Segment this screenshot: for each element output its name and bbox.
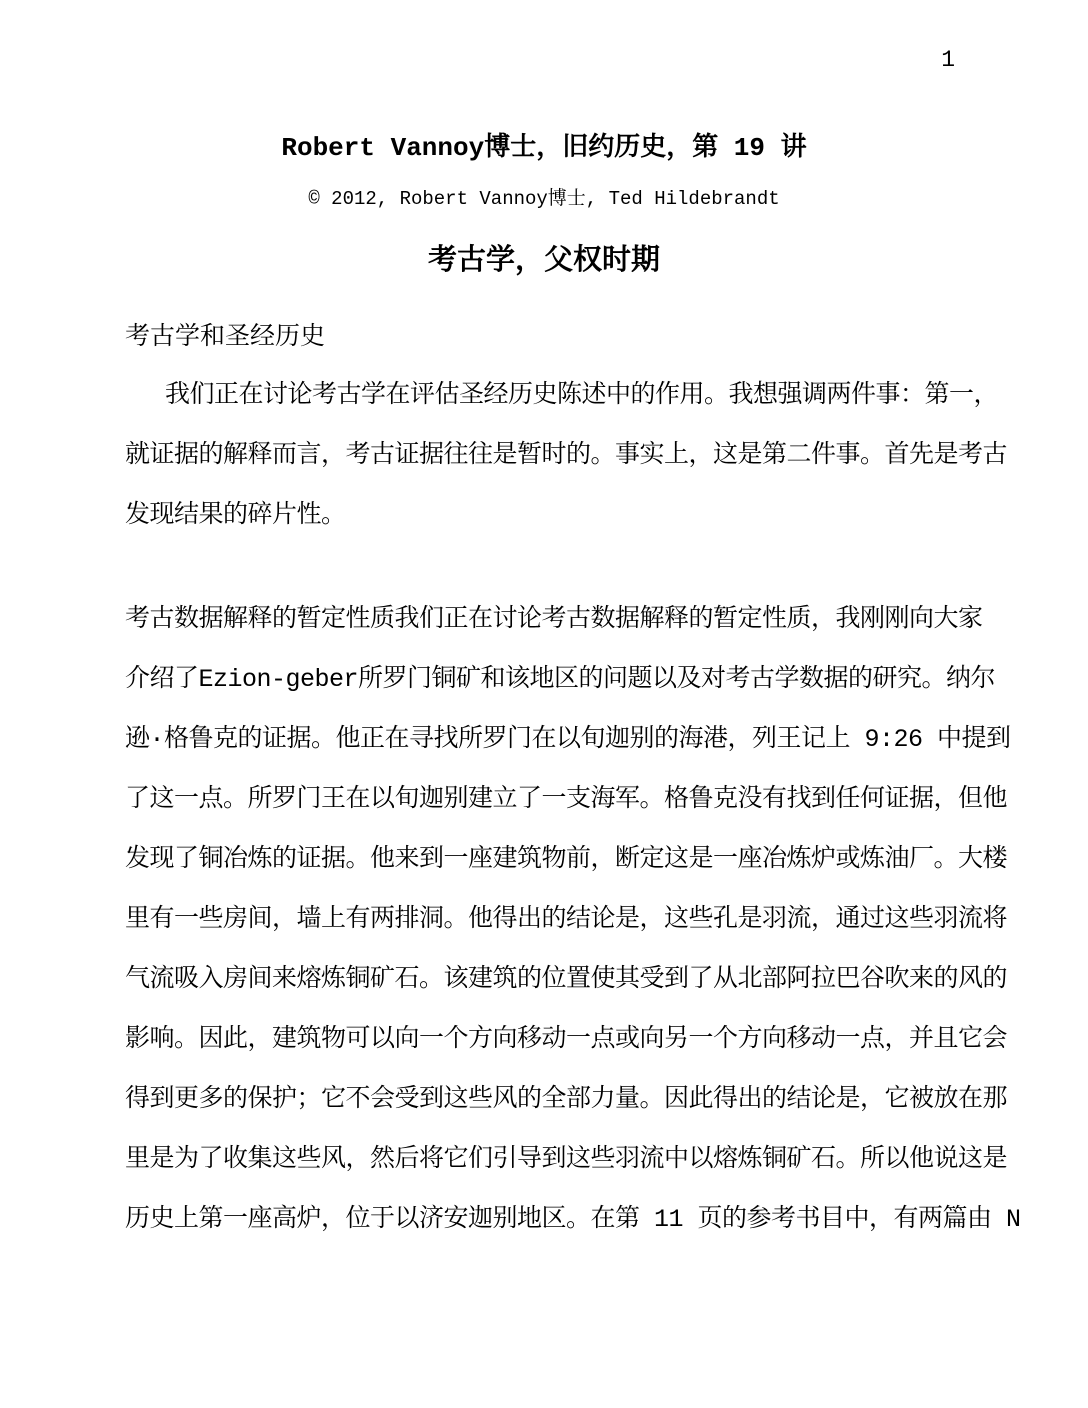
page-number: 1: [941, 47, 955, 73]
document-title: Robert Vannoy博士，旧约历史，第 19 讲: [281, 133, 807, 163]
text-line: 里是为了收集这些风，然后将它们引导到这些羽流中以熔炼铜矿石。所以他说这是: [125, 1145, 1008, 1174]
text-line: 发现了铜冶炼的证据。他来到一座建筑物前，断定这是一座冶炼炉或炼油厂。大楼: [125, 845, 1008, 874]
text-line: 就证据的解释而言，考古证据往往是暂时的。事实上，这是第二件事。首先是考古: [125, 441, 1008, 470]
text-line: 考古数据解释的暂定性质我们正在讨论考古数据解释的暂定性质，我刚刚向大家: [125, 605, 983, 634]
text-line: 逊·格鲁克的证据。他正在寻找所罗门在以旬迦别的海港，列王记上 9:26 中提到: [125, 725, 1011, 754]
text-line: 影响。因此，建筑物可以向一个方向移动一点或向另一个方向移动一点，并且它会: [125, 1025, 1008, 1054]
paragraph-2: [125, 590, 1021, 1250]
text-line: 我们正在讨论考古学在评估圣经历史陈述中的作用。我想强调两件事：第一，: [165, 381, 999, 410]
text-line: 里有一些房间，墙上有两排洞。他得出的结论是，这些孔是羽流，通过这些羽流将: [125, 905, 1008, 934]
text-line: 介绍了Ezion-geber所罗门铜矿和该地区的问题以及对考古学数据的研究。纳尔: [125, 665, 996, 694]
copyright-line: © 2012, Robert Vannoy博士, Ted Hildebrandt: [308, 188, 780, 210]
text-line: 了这一点。所罗门王在以旬迦别建立了一支海军。格鲁克没有找到任何证据，但他: [125, 785, 1008, 814]
text-line: 气流吸入房间来熔炼铜矿石。该建筑的位置使其受到了从北部阿拉巴谷吹来的风的: [125, 965, 1008, 994]
paragraph-1: [125, 366, 1008, 546]
lecture-heading: 考古学，父权时期: [427, 245, 660, 278]
text-line: 得到更多的保护；它不会受到这些风的全部力量。因此得出的结论是，它被放在那: [125, 1085, 1008, 1114]
text-line: 历史上第一座高炉，位于以济安迦别地区。在第 11 页的参考书目中，有两篇由 N: [125, 1205, 1021, 1234]
section-heading: 考古学和圣经历史: [125, 323, 326, 352]
text-line: 发现结果的碎片性。: [125, 501, 346, 530]
